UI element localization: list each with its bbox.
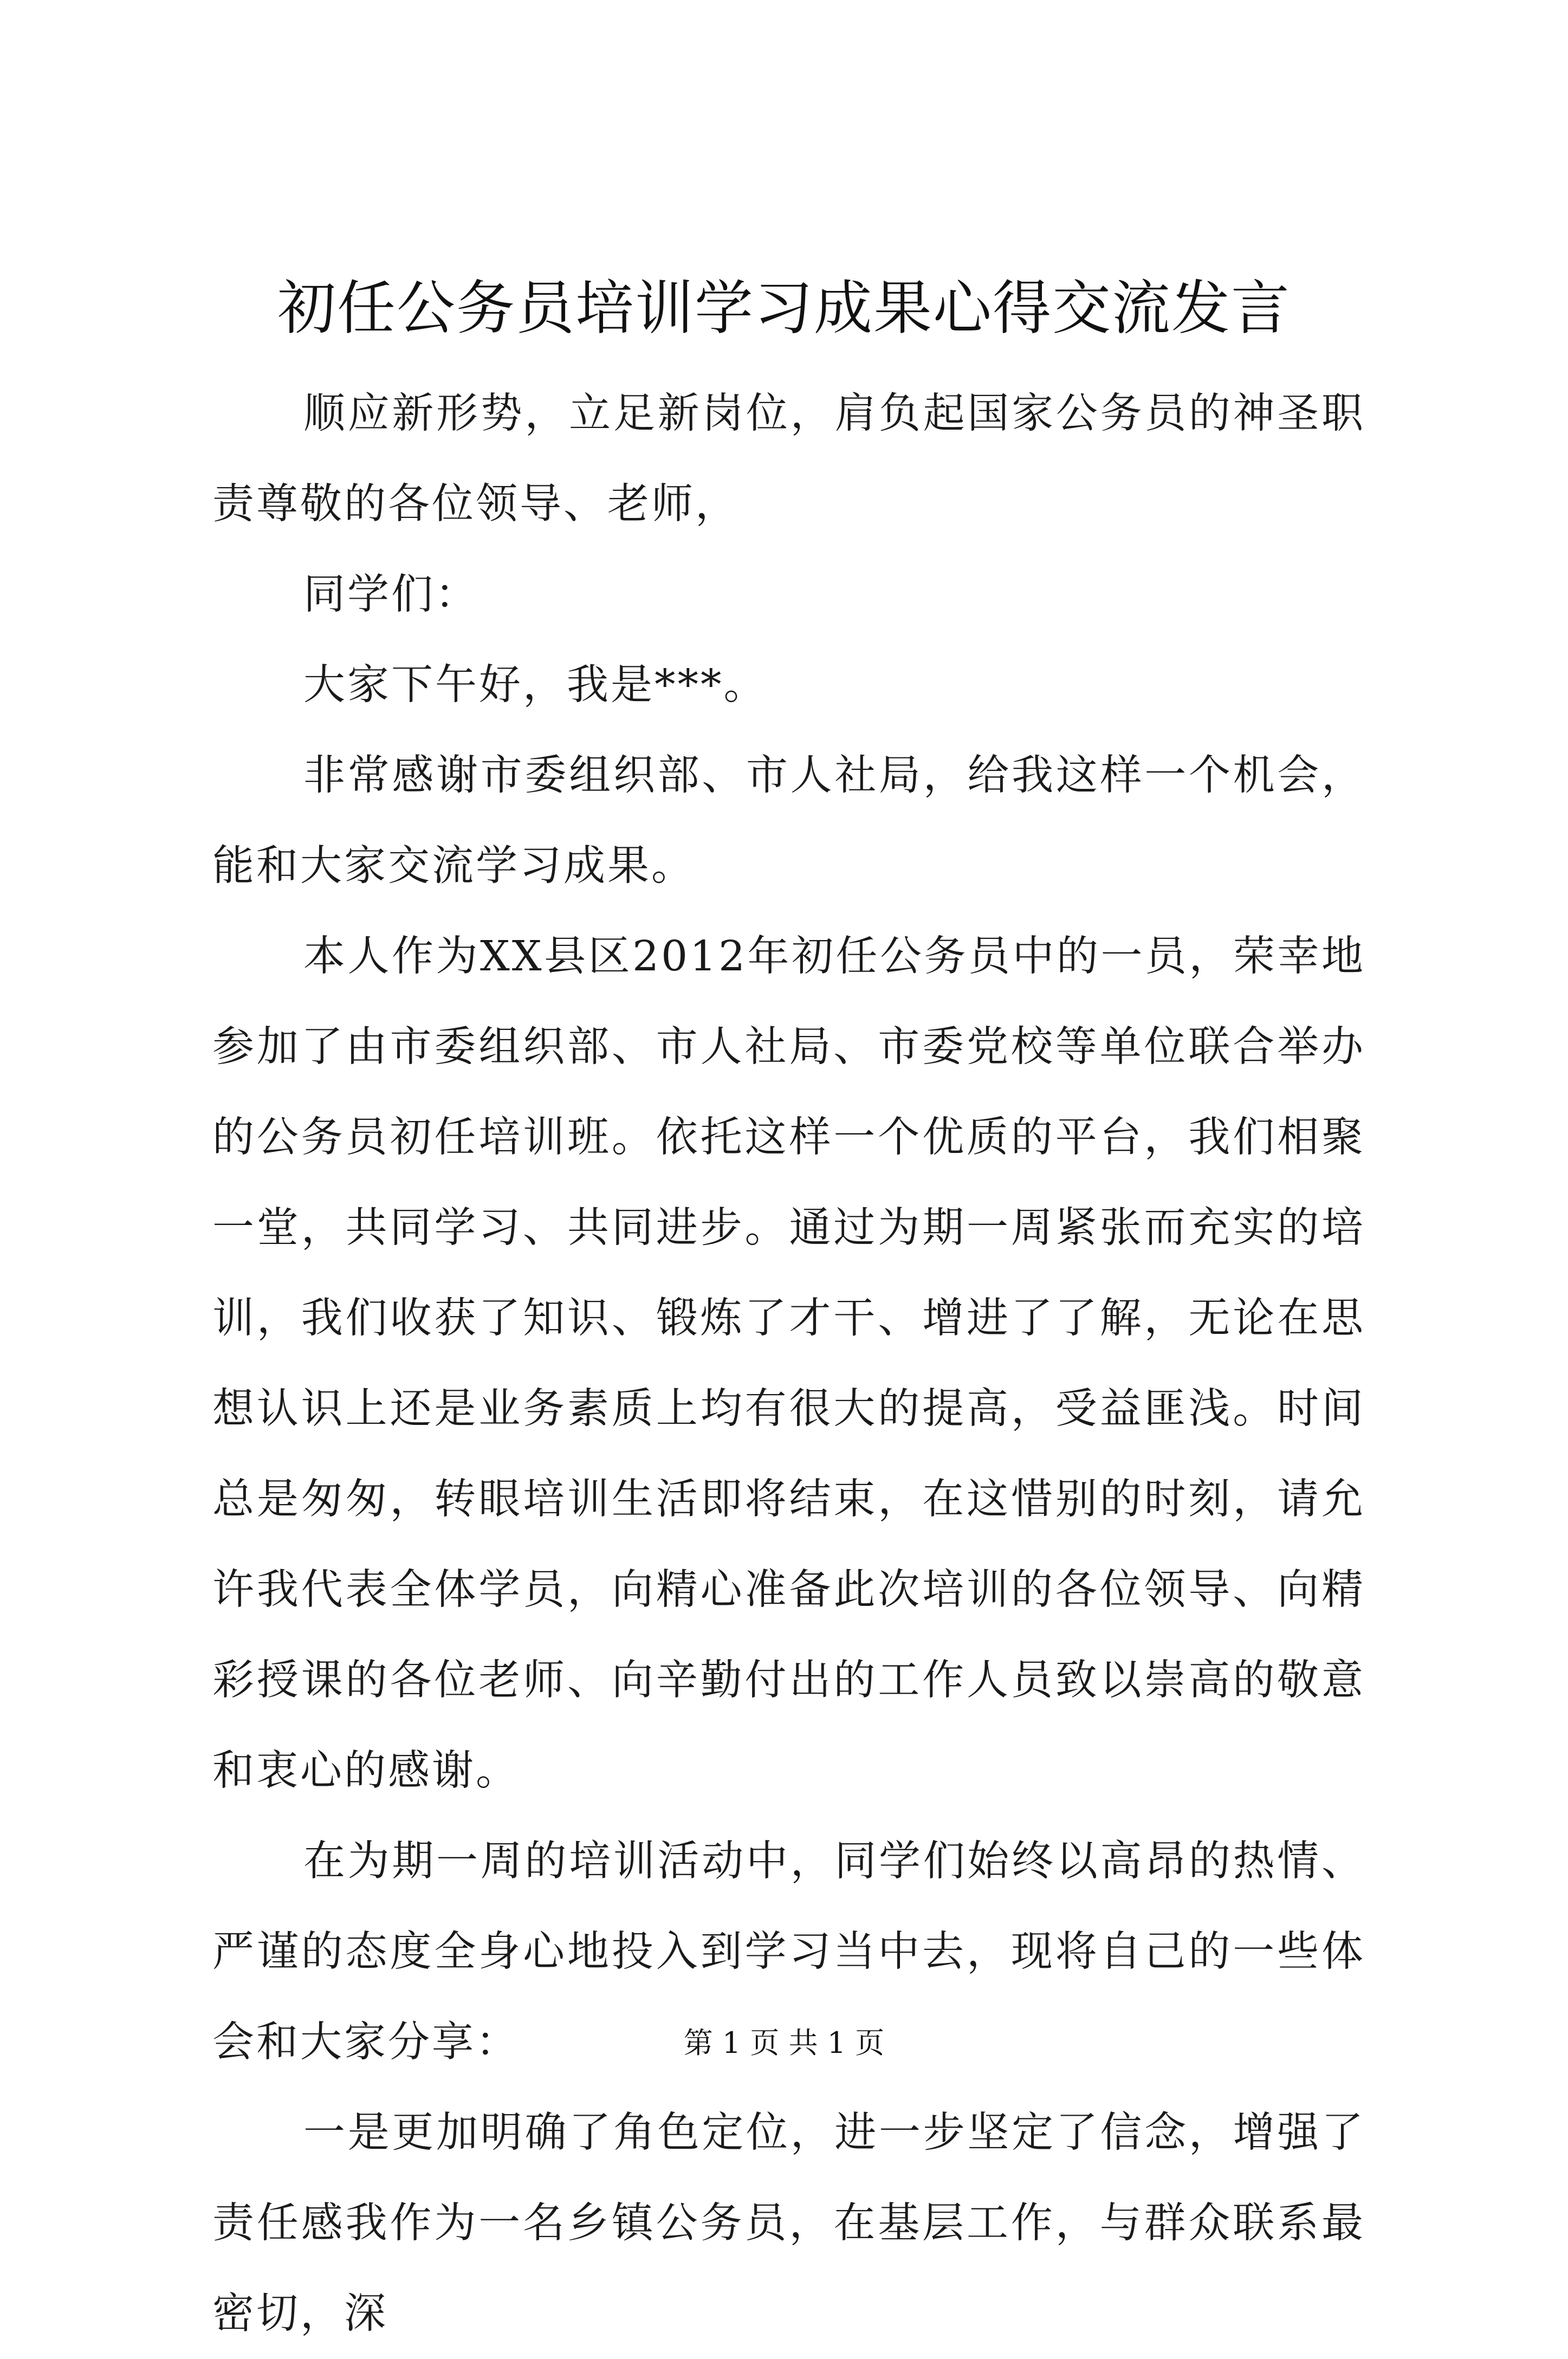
paragraph-thanks: 非常感谢市委组织部、市人社局，给我这样一个机会，能和大家交流学习成果。 bbox=[212, 751, 1365, 890]
paragraph-opening: 顺应新形势，立足新岗位，肩负起国家公务员的神圣职责尊敬的各位领导、老师， bbox=[212, 390, 1365, 528]
document-title: 初任公务员培训学习成果心得交流发言 bbox=[277, 275, 1291, 342]
paragraph-greeting: 大家下午好，我是***。 bbox=[303, 661, 768, 709]
paragraph-salutation: 同学们： bbox=[303, 571, 479, 619]
page-number-footer: 第 1 页 共 1 页 bbox=[683, 2026, 885, 2060]
paragraph-sharing-intro: 在为期一周的培训活动中，同学们始终以高昂的热情、严谨的态度全身心地投入到学习当中去，现将自己的一些体会和大家分享： bbox=[212, 1837, 1365, 2066]
paragraph-training-summary: 本人作为XX县区2012年初任公务员中的一员，荣幸地参加了由市委组织部、市人社局、市委党校等单位联合举办的公务员初任培训班。依托这样一个优质的平台，我们相聚一堂，共同学习、共同进步。通过为期一周紧张而充实的培训，我们收获了知识、锻炼了才干、增进了了解，无论在思想认识上还是业务素质上均有很大的提高，受益匪浅。时间总是匆匆，转眼培训生活即将结束，在这惜别的时刻，请允许我代表全体学员，向精心准备此次培训的各位领导、向精彩授课的各位老师、向辛勤付出的工作人员致以崇高的敬意和衷心的感谢。 bbox=[212, 932, 1365, 1795]
paragraph-point-one: 一是更加明确了角色定位，进一步坚定了信念，增强了责任感我作为一名乡镇公务员，在基层工作，与群众联系最密切，深 bbox=[212, 2109, 1365, 2338]
